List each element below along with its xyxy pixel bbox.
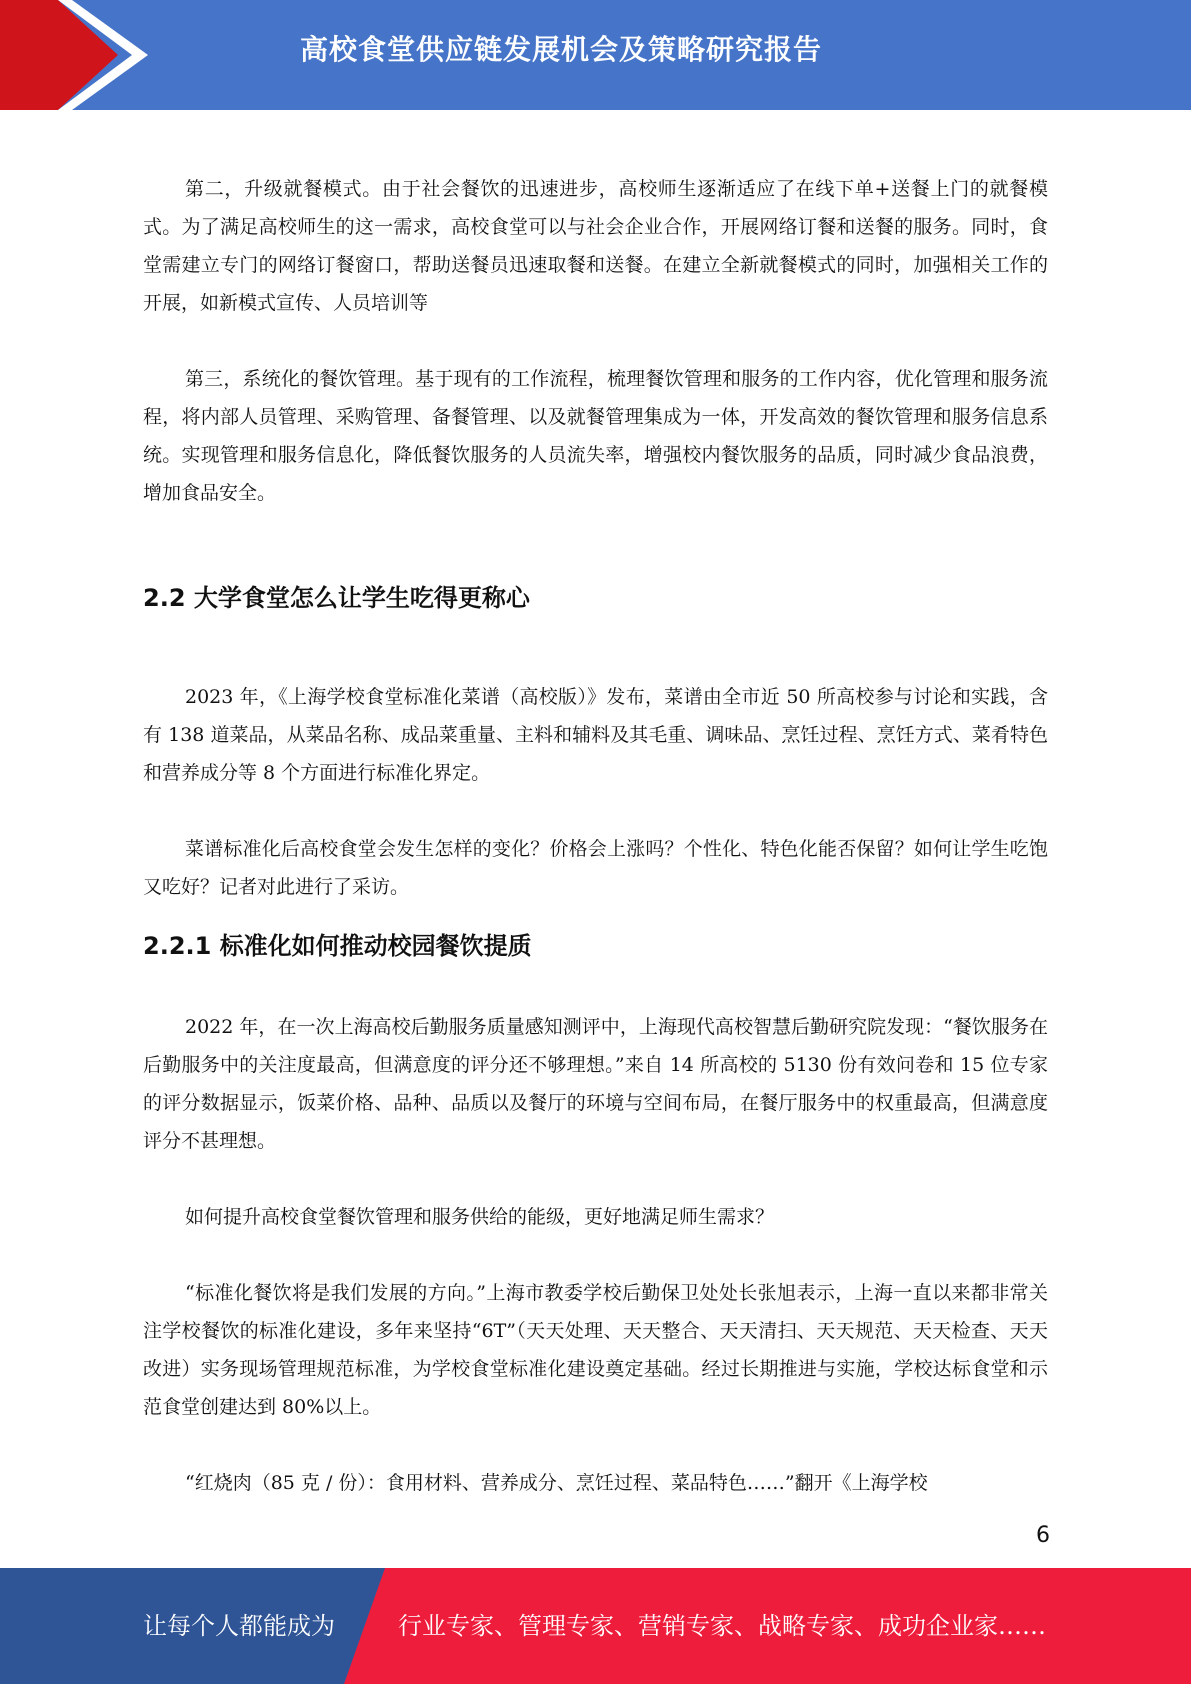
paragraph-standard-menu: 2023 年，《上海学校食堂标准化菜谱（高校版）》发布，菜谱由全市近 50 所高校参与讨论和实践，含有 138 道菜品，从菜品名称、成品菜重量、主料和辅料及其毛重、调味品、烹饪过程、烹饪方式、菜肴特色和营养成分等 8 个方面进行标准化界定。 xyxy=(143,686,1048,784)
paragraph-dining-mode: 第二，升级就餐模式。由于社会餐饮的迅速进步，高校师生逐渐适应了在线下单+送餐上门的就餐模式。为了满足高校师生的这一需求，高校食堂可以与社会企业合作，开展网络订餐和送餐的服务。同时，食堂需建立专门的网络订餐窗口，帮助送餐员迅速取餐和送餐。在建立全新就餐模式的同时，加强相关工作的开展，如新模式宣传、人员培训等 xyxy=(143,178,1048,314)
paragraph-question: 如何提升高校食堂餐饮管理和服务供给的能级，更好地满足师生需求？ xyxy=(185,1206,775,1228)
paragraph-survey-results: 2022 年，在一次上海高校后勤服务质量感知测评中，上海现代高校智慧后勤研究院发现：“餐饮服务在后勤服务中的关注度最高，但满意度的评分还不够理想。”来自 14 所高校的 5130 份有效问卷和 15 位专家的评分数据显示，饭菜价格、品种、品质以及餐厅的环境与空间布局，在餐厅服务中的权重最高，但满意度评分不甚理想。 xyxy=(143,1016,1048,1152)
header-corner-decoration xyxy=(0,0,160,110)
page-header xyxy=(0,0,1191,110)
report-title: 高校食堂供应链发展机会及策略研究报告 xyxy=(300,33,823,66)
page-number: 6 xyxy=(1036,1523,1050,1548)
paragraph-catering-management: 第三，系统化的餐饮管理。基于现有的工作流程，梳理餐饮管理和服务的工作内容，优化管理和服务流程，将内部人员管理、采购管理、备餐管理、以及就餐管理集成为一体，开发高效的餐饮管理和服务信息系统。实现管理和服务信息化，降低餐饮服务的人员流失率，增强校内餐饮服务的品质，同时减少食品浪费，增加食品安全。 xyxy=(143,368,1048,504)
footer-slogan-left: 让每个人都能成为 xyxy=(143,1612,335,1640)
header-red-chevron xyxy=(0,0,118,110)
page-footer xyxy=(0,1568,1191,1684)
paragraph-interview-intro: 菜谱标准化后高校食堂会发生怎样的变化？价格会上涨吗？个性化、特色化能否保留？如何让学生吃饱又吃好？记者对此进行了采访。 xyxy=(143,838,1048,898)
footer-slogan-right: 行业专家、管理专家、营销专家、战略专家、成功企业家…… xyxy=(398,1612,1046,1640)
section-heading-2-2: 2.2 大学食堂怎么让学生吃得更称心 xyxy=(143,584,530,612)
paragraph-standardization-direction: “标准化餐饮将是我们发展的方向。”上海市教委学校后勤保卫处处长张旭表示，上海一直以来都非常关注学校餐饮的标准化建设，多年来坚持“6T”（天天处理、天天整合、天天清扫、天天规范、天天检查、天天改进）实务现场管理规范标准，为学校食堂标准化建设奠定基础。经过长期推进与实施，学校达标食堂和示范食堂创建达到 80%以上。 xyxy=(143,1282,1048,1418)
paragraph-braised-pork: “红烧肉（85 克 / 份）：食用材料、营养成分、烹饪过程、菜品特色……”翻开《上海学校 xyxy=(185,1472,928,1494)
page-content xyxy=(143,170,1048,1502)
section-heading-2-2-1: 2.2.1 标准化如何推动校园餐饮提质 xyxy=(143,932,532,960)
